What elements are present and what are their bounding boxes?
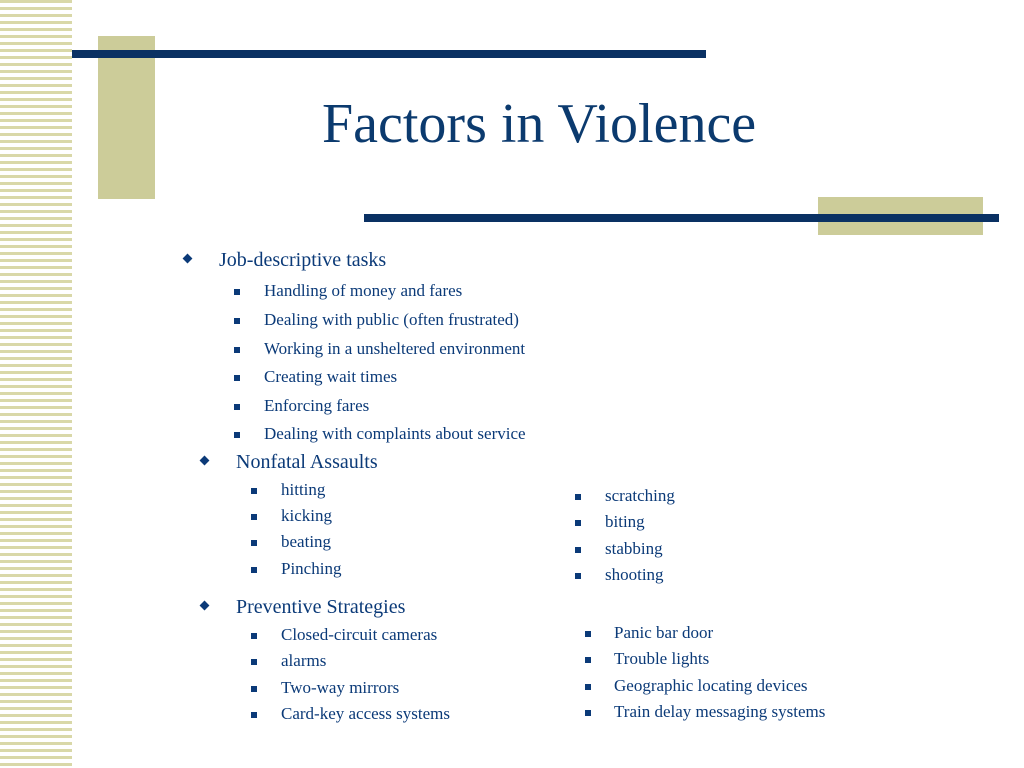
list-item: Enforcing fares <box>264 396 370 415</box>
diamond-bullet-icon <box>200 601 210 611</box>
square-bullet-icon <box>234 318 240 324</box>
list-item: alarms <box>281 651 327 670</box>
list-item: scratching <box>605 486 675 505</box>
section-heading-job-tasks: Job-descriptive tasks <box>219 249 387 271</box>
square-bullet-icon <box>575 520 581 526</box>
list-item: Two-way mirrors <box>281 678 400 697</box>
square-bullet-icon <box>234 404 240 410</box>
title-rule-top <box>72 50 706 58</box>
slide-title: Factors in Violence <box>322 93 757 155</box>
decorative-block-left <box>98 36 155 199</box>
list-item: Handling of money and fares <box>264 281 463 300</box>
square-bullet-icon <box>251 488 257 494</box>
list-item: biting <box>605 512 645 531</box>
square-bullet-icon <box>575 494 581 500</box>
square-bullet-icon <box>585 710 591 716</box>
list-item: Card-key access systems <box>281 704 451 723</box>
square-bullet-icon <box>585 684 591 690</box>
section-heading-preventive-strategies: Preventive Strategies <box>236 596 406 618</box>
square-bullet-icon <box>234 289 240 295</box>
list-item: hitting <box>281 480 326 499</box>
square-bullet-icon <box>251 686 257 692</box>
list-item: Pinching <box>281 559 342 578</box>
diamond-bullet-icon <box>200 456 210 466</box>
square-bullet-icon <box>251 633 257 639</box>
list-item: kicking <box>281 506 332 525</box>
list-item: Train delay messaging systems <box>614 702 826 721</box>
square-bullet-icon <box>251 567 257 573</box>
list-item: Geographic locating devices <box>614 676 808 695</box>
list-item: beating <box>281 532 332 551</box>
list-item: Closed-circuit cameras <box>281 625 438 644</box>
diamond-bullet-icon <box>183 254 193 264</box>
list-item: Creating wait times <box>264 367 398 386</box>
list-item: Dealing with complaints about service <box>264 424 526 443</box>
decorative-stripes <box>0 0 72 768</box>
square-bullet-icon <box>251 514 257 520</box>
list-item: Working in a unsheltered environment <box>264 339 526 358</box>
section-heading-nonfatal-assaults: Nonfatal Assaults <box>236 451 378 473</box>
list-item: Panic bar door <box>614 623 714 642</box>
square-bullet-icon <box>585 631 591 637</box>
square-bullet-icon <box>251 712 257 718</box>
square-bullet-icon <box>585 657 591 663</box>
square-bullet-icon <box>575 573 581 579</box>
square-bullet-icon <box>251 540 257 546</box>
square-bullet-icon <box>575 547 581 553</box>
list-item: Dealing with public (often frustrated) <box>264 310 519 329</box>
square-bullet-icon <box>234 375 240 381</box>
square-bullet-icon <box>234 347 240 353</box>
list-item: Trouble lights <box>614 649 710 668</box>
list-item: shooting <box>605 565 664 584</box>
title-rule-bottom <box>364 214 999 222</box>
list-item: stabbing <box>605 539 663 558</box>
square-bullet-icon <box>251 659 257 665</box>
square-bullet-icon <box>234 432 240 438</box>
